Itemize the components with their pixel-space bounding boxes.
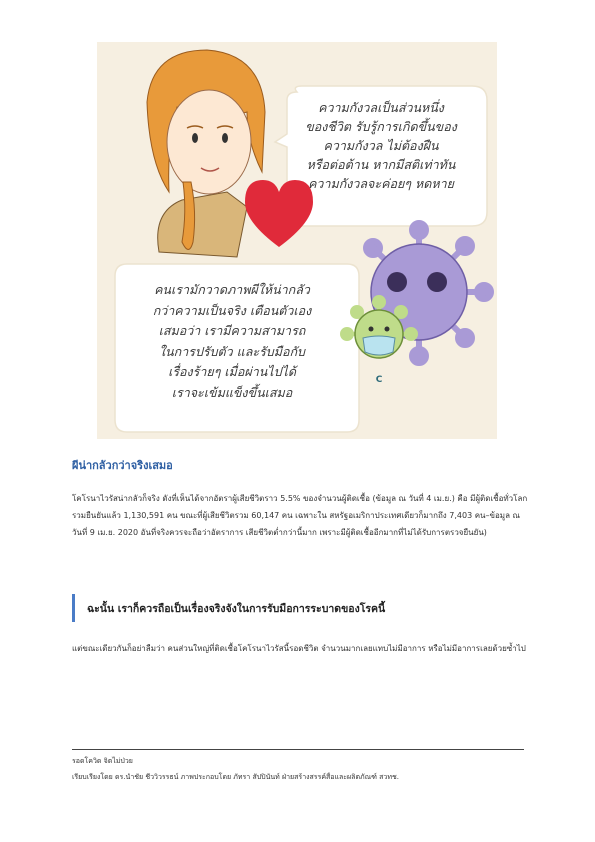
illustration (97, 42, 497, 439)
bubble-bottom-line: คนเรามักวาดภาพผีให้น่ากลัว (154, 282, 310, 297)
paragraph-survival: แต่ขณะเดียวกันก็อย่าลืมว่า คนส่วนใหญ่ที่ติดเชื้อโคโรนาไวรัสนี้รอดชีวิต จำนวนมากเลยแทบไม่มีอาการ หรือไม่มีอาการเลยด้วยซ้ำไป (72, 644, 526, 653)
bubble-bottom-line: ในการปรับตัว และรับมือกับ (159, 343, 305, 359)
bubble-bottom-line: เราจะเข้มแข็งขึ้นเสมอ (171, 384, 293, 400)
speech-bubble-bottom-text (107, 280, 357, 403)
paragraph-statistics: โคโรนาไวรัสน่ากลัวก็จริง ดังที่เห็นได้จากอัตราผู้เสียชีวิตราว 5.5% ของจำนวนผู้ติดเชื้อ (ข้อมูล ณ วันที่ 4 เม.ย.) คือ มีผู้ติดเชื้อทั่วโลกรวมยืนยันแล้ว 1,130,591 คน ขณะที่ผู้เสียชีวิตรวม 60,147 คน เฉพาะใน สหรัฐอเมริกาประเทศเดียวก็มากถึง 7,403 คน–ข้อมูล ณ วันที่ 9 เม.ย. 2020 อันที่จริงควรจะถือว่าอัตราการ เสียชีวิตต่ำกว่านี้มาก เพราะมีผู้ติดเชื้ออีกมากที่ไม่ได้รับการตรวจยืนยัน) (72, 494, 528, 537)
callout-heading: ฉะนั้น เราก็ควรถือเป็นเรื่องจริงจังในการรับมือการระบาดของโรคนี้ (87, 602, 386, 615)
bubble-bottom-line: กว่าความเป็นจริง เตือนตัวเอง (152, 302, 312, 318)
speech-bubble-top-text (281, 98, 481, 193)
bubble-bottom-line: เสมอว่า เรามีความสามารถ (158, 323, 306, 338)
section-heading: ผีน่ากลัวกว่าจริงเสมอ (72, 459, 173, 472)
mask-badge-letter: C (375, 375, 383, 385)
callout-heading-box (72, 594, 522, 622)
bubble-top-line: ความกังวล ไม่ต้องฝืน (323, 138, 439, 153)
bubble-top-line: ความกังวลเป็นส่วนหนึ่ง (318, 100, 444, 115)
bubble-top-line: หรือต่อต้าน หากมีสติเท่าทัน (306, 157, 456, 172)
girl-figure (147, 50, 265, 257)
mask-badge (371, 370, 387, 386)
bubble-top-line: ของชีวิต รับรู้การเกิดขึ้นของ (305, 119, 457, 134)
footer-credits: เรียบเรียงโดย ดร.นำชัย ชีววิวรรธน์ ภาพประกอบโดย ภัทรา สัปปินันท์ ฝ่ายสร้างสรรค์สื่อและผลิตภัณฑ์ สวทช. (72, 773, 399, 781)
bubble-bottom-line: เรื่องร้ายๆ เมื่อผ่านไปได้ (168, 364, 296, 379)
footer-title: รอดโควิด จิตไม่ป่วย (72, 757, 133, 765)
bubble-top-line: ความกังวลจะค่อยๆ หดหาย (308, 176, 454, 191)
footer-divider (72, 749, 524, 750)
